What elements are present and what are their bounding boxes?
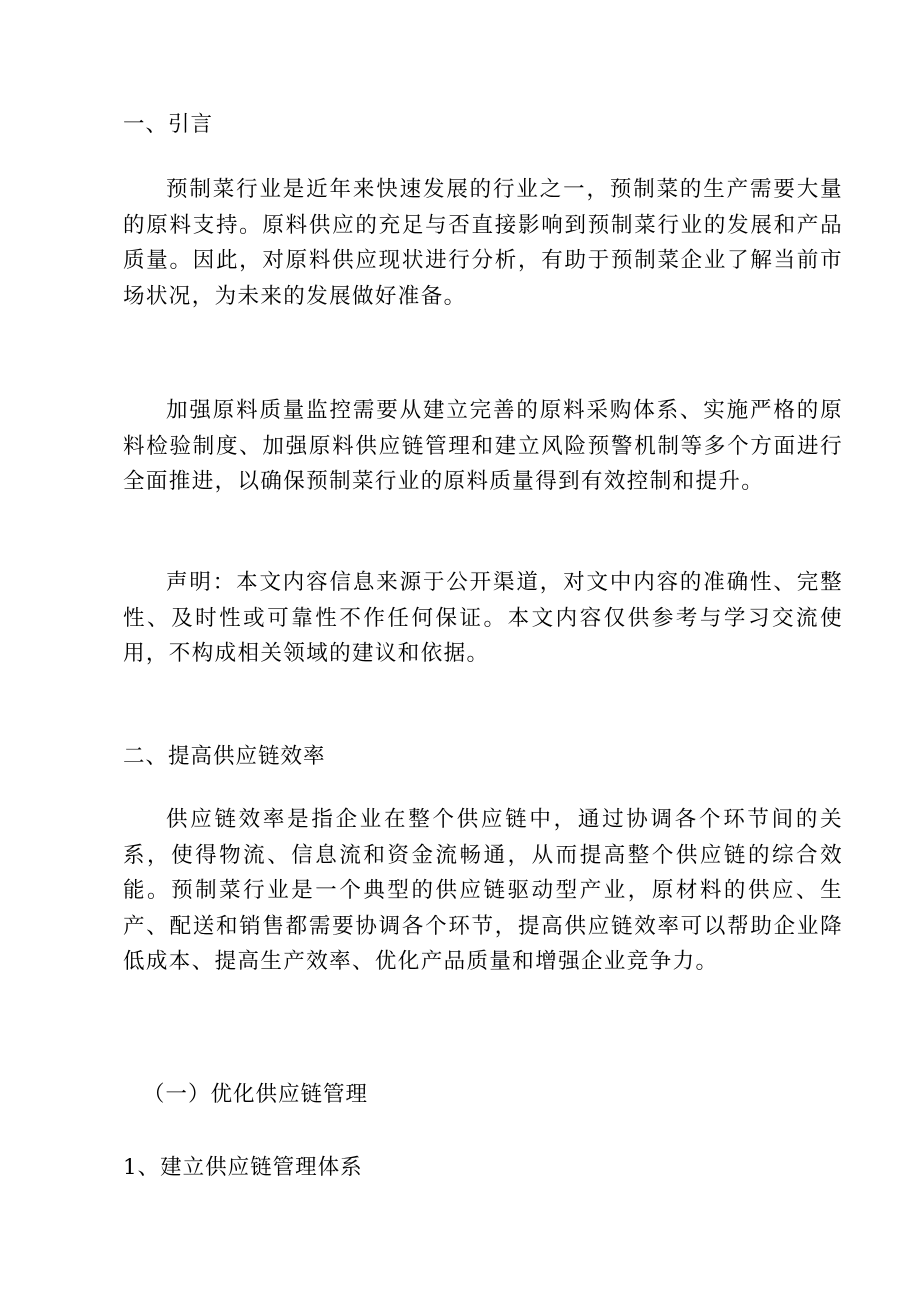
paragraph-disclaimer: 声明：本文内容信息来源于公开渠道，对文中内容的准确性、完整性、及时性或可靠性不作任何保证。本文内容仅供参考与学习交流使用，不构成相关领域的建议和依据。 [123,570,843,666]
paragraph-quality-control: 加强原料质量监控需要从建立完善的原料采购体系、实施严格的原料检验制度、加强原料供应链管理和建立风险预警机制等多个方面进行全面推进，以确保预制菜行业的原料质量得到有效控制和提升。 [123,398,843,494]
paragraph-supply-chain: 供应链效率是指企业在整个供应链中，通过协调各个环节间的关系，使得物流、信息流和资金流畅通，从而提高整个供应链的综合效能。预制菜行业是一个典型的供应链驱动型产业，原材料的供应、生产、配送和销售都需要协调各个环节，提高供应链效率可以帮助企业降低成本、提高生产效率、优化产品质量和增强企业竞争力。 [123,807,843,974]
subheading-management-system: 1、建立供应链管理体系 [123,1155,363,1180]
subheading-optimize-management: （一）优化供应链管理 [143,1082,369,1107]
paragraph-intro: 预制菜行业是近年来快速发展的行业之一，预制菜的生产需要大量的原料支持。原料供应的充足与否直接影响到预制菜行业的发展和产品质量。因此，对原料供应现状进行分析，有助于预制菜企业了解当前市场状况，为未来的发展做好准备。 [123,177,843,309]
heading-introduction: 一、引言 [123,112,214,137]
heading-supply-chain-efficiency: 二、提高供应链效率 [123,744,326,769]
